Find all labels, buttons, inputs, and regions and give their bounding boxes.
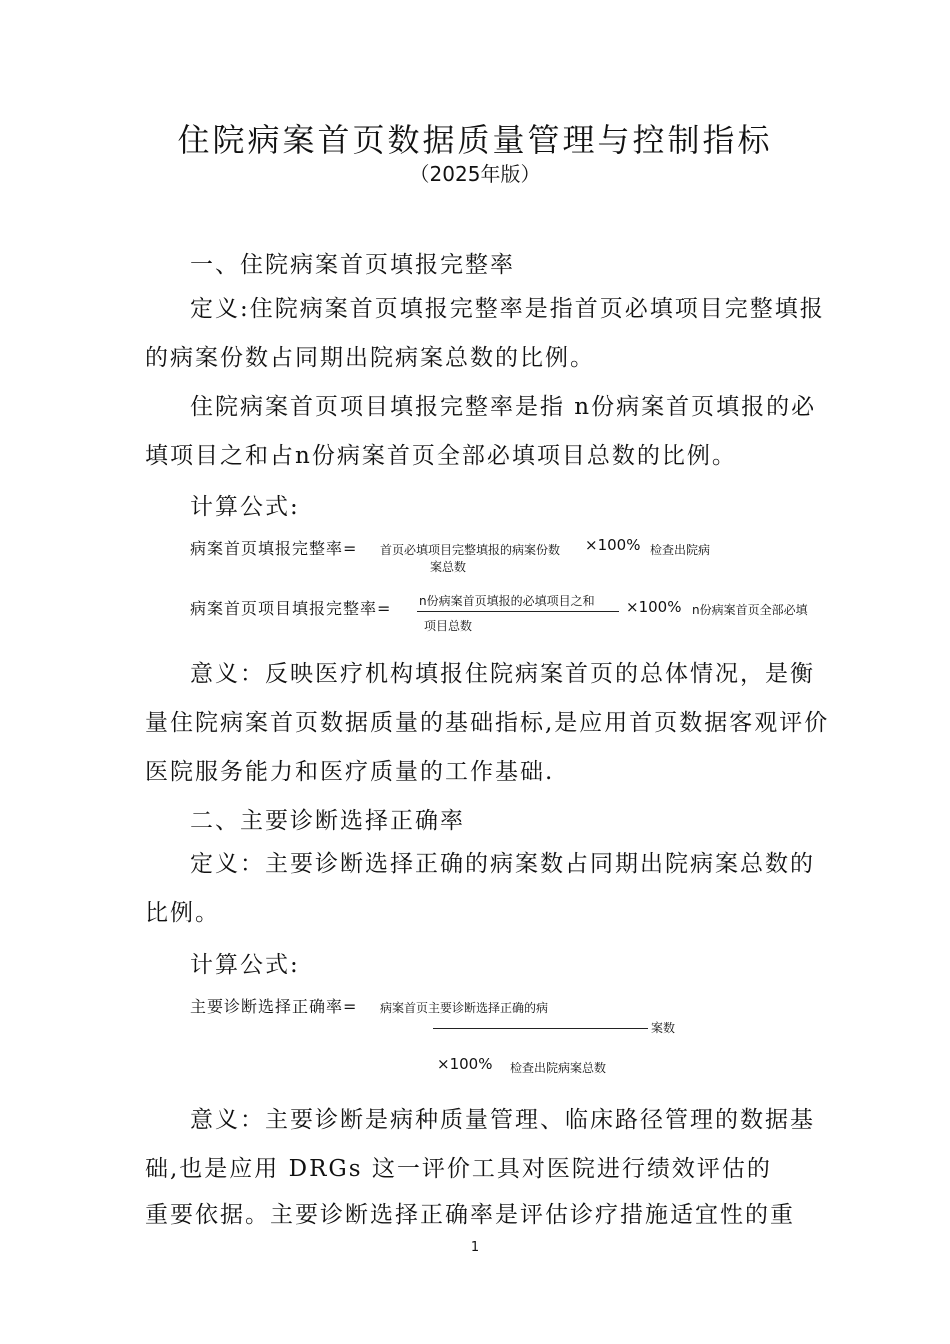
formula3-name: 主要诊断选择正确率= [190,997,358,1016]
formula1-denominator-b: 案总数 [430,560,467,574]
formula3-numerator-tail: 案数 [651,1021,676,1035]
section1-item-definition: 住院病案首页项目填报完整率是指 n份病案首页填报的必填项目之和占n份病案首页全部必填项目总数的比例。 [145,394,817,469]
formula1-denominator-a: 检查出院病 [650,543,711,557]
section1-definition: 定义:住院病案首页填报完整率是指首页必填项目完整填报的病案份数占同期出院病案总数的比例。 [145,296,825,371]
formula1-times: ×100% [585,536,641,554]
formula3-times: ×100% [437,1055,493,1073]
section2-formula-label: 计算公式: [190,952,300,978]
section2-meaning-line1: 意义：主要诊断是病种质量管理、临床路径管理的数据基 [190,1107,815,1133]
formula2-times: ×100% [626,598,682,616]
formula3-numerator: 病案首页主要诊断选择正确的病 [380,1001,549,1015]
section2-meaning-line3: 重要依据。主要诊断选择正确率是评估诊疗措施适宜性的重 [145,1202,795,1228]
formula1-name: 病案首页填报完整率= [190,539,358,558]
formula2-fraction-bar [417,611,619,612]
section2-heading: 二、主要诊断选择正确率 [190,808,465,834]
section1-heading: 一、住院病案首页填报完整率 [190,252,515,278]
section1-formula-label: 计算公式: [190,494,300,520]
formula2-denominator-b: 项目总数 [424,619,473,633]
formula1-numerator: 首页必填项目完整填报的病案份数 [380,543,561,557]
page-number: 1 [470,1240,480,1255]
section2-definition: 定义：主要诊断选择正确的病案数占同期出院病案总数的比例。 [145,851,815,926]
formula2-numerator: n份病案首页填报的必填项目之和 [419,594,595,608]
document-title: 住院病案首页数据质量管理与控制指标 [177,121,773,159]
document-subtitle: （2025年版） [409,162,541,186]
formula3-fraction-bar [433,1028,648,1029]
formula2-denominator-a: n份病案首页全部必填 [692,603,808,617]
formula3-denominator: 检查出院病案总数 [510,1061,607,1075]
section1-meaning: 意义：反映医疗机构填报住院病案首页的总体情况，是衡量住院病案首页数据质量的基础指标,是应用首页数据客观评价医院服务能力和医疗质量的工作基础. [145,661,830,785]
formula2-name: 病案首页项目填报完整率= [190,599,392,618]
section2-meaning-line2: 础,也是应用 DRGs 这一评价工具对医院进行绩效评估的 [145,1156,772,1182]
